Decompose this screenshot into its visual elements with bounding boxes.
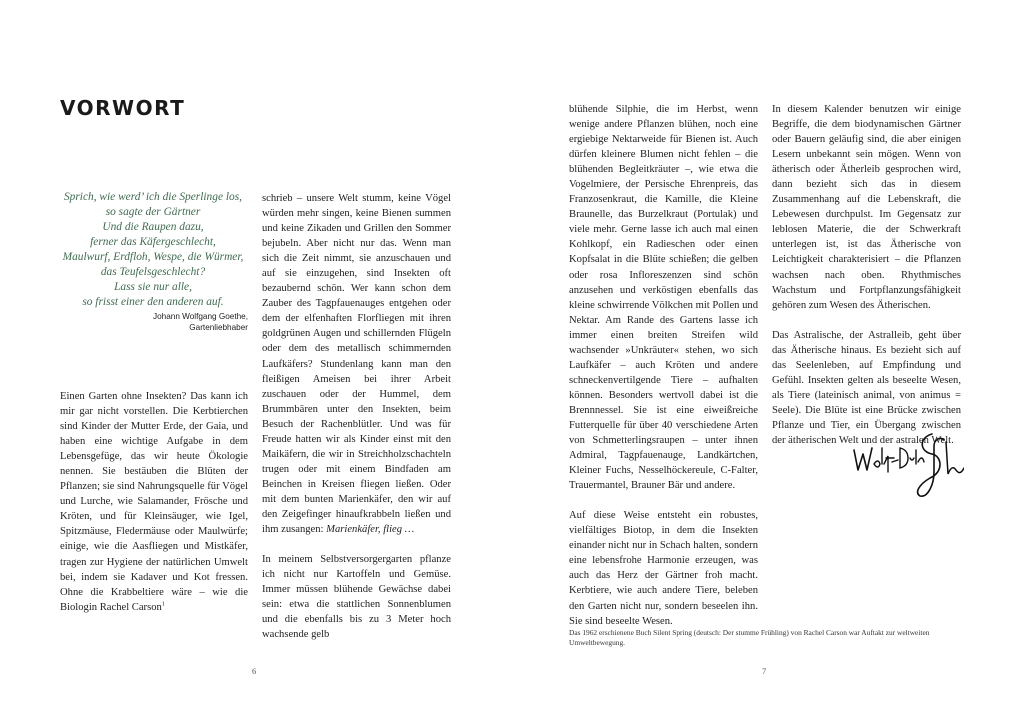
poem-line: das Teufelsgeschlecht? bbox=[100, 266, 206, 278]
footnote: Das 1962 erschienene Buch Silent Spring (deutsch: Der stumme Frühling) von Rachel Carson war Auftakt zur weltweiten Umweltbewegung. bbox=[569, 628, 930, 647]
poem-author-note: Gartenliebhaber bbox=[189, 322, 248, 332]
poem-line: Sprich, wie werd’ ich die Sperlinge los, bbox=[63, 191, 242, 203]
paragraph: Einen Garten ohne Insekten? Das kann ich mir gar nicht vorstellen. Die Kerbtierchen sind Kinder der Mutter Erde, der Gaia, und haben eine wichtige Aufgabe in dem Lebensgefüge, das wir heute Ökologie nennen. Sie bestäuben die Blüten der Pflanzen; sie sind Nahrungsquelle für Vögel und Lurche, wie Salamander, Frösche und Kröten, und für Kleinsäuger, wie Igel, Spitzmäuse, Fledermäuse oder Maulwürfe; einige, wie die Aasfliegen und Mistkäfer, tragen zur Hygiene der natürlichen Umwelt bei, indem sie Kadaver und Kot fressen. Ohne die Krabbeltiere wäre – wie die Biologin Rachel Carson$^1$ bbox=[60, 391, 248, 613]
text-column-1 bbox=[60, 389, 248, 615]
paragraph: In diesem Kalender benutzen wir einige Begriffe, die dem biodynamischen Gärtner oder Bauern geläufig sind, die aber einigen Lesern unbekannt sein mögen. Wenn von ätherisch oder Ätherleib gesprochen wird, dann bezieht sich das in diesem Zusammenhang auf die Lebenskraft, die Lebewesen durchpulst. Im Gegensatz zur leblosen Materie, die der Schwerkraft unterlegen ist, ist das Ätherische von Leichtigkeit charakterisiert – die Pflanzen wachsen nach oben. Rhythmisches Wachstum und Fortpflanzungsfähigkeit gehören zum Wesen des Ätherischen. bbox=[772, 104, 961, 311]
text-column-3 bbox=[569, 102, 758, 629]
poem-author: Johann Wolfgang Goethe, bbox=[153, 312, 248, 321]
poem-line: Lass sie nur alle, bbox=[114, 281, 192, 293]
poem-line: ferner das Käfergeschlecht, bbox=[90, 236, 216, 248]
paragraph: Das Astralische, der Astralleib, geht über das Ätherische hinaus. Es bezieht sich auf das Seelenleben, auf Empfindung und Gefühl. Insekten gelten als beseelte Wesen, als Tiere (lateinisch animal, von animus = Seele). Die Blüte ist eine Brücke zwischen Pflanze und Tier, ein Übergang zwischen der ätherischen Welt und der astralen Welt. bbox=[772, 329, 961, 446]
paragraph: Auf diese Weise entsteht ein robustes, vielfältiges Biotop, in dem die Insekten einander nicht nur in Schach halten, sondern eine lebensfrohe Harmonie erzeugen, was auch das Herz der Gärtner froh macht. Kerbtiere, wie auch andere Tiere, beleben den Garten nicht nur, sondern beseelen ihn. Sie sind beseelte Wesen. bbox=[569, 510, 758, 627]
poem-line: so frisst einer den anderen auf. bbox=[82, 296, 224, 308]
song-quote: Marienkäfer, flieg … bbox=[326, 524, 415, 536]
author-signature bbox=[848, 428, 964, 500]
page-title: VORWORT bbox=[60, 96, 186, 120]
text-column-4 bbox=[772, 102, 961, 448]
footnote-mark: 1 bbox=[161, 601, 165, 608]
goethe-poem bbox=[60, 190, 246, 310]
page-number-left: 6 bbox=[252, 666, 257, 676]
poem-line: Und die Raupen dazu, bbox=[102, 221, 204, 233]
text-column-2 bbox=[262, 191, 451, 642]
paragraph: blühende Silphie, die im Herbst, wenn wenige andere Pflanzen blühen, noch eine ergiebige Nektarweide für Bienen ist. Auch dürfen kleinere Blumen nicht fehlen – die blühenden Begleitkräuter –, wie etwa die Vogelmiere, der Persische Ehrenpreis, das Franzosenkraut, die Kamille, die Kleine Braunelle, das Burzelkraut (Portulak) und viele mehr. Gerne lasse ich auch mal einen Kohlkopf, ein Radieschen oder einen Kopfsalat in die Blüte schießen; die gelben oder rosa Infloreszenzen sind schön anzusehen und verköstigen ebenfalls das kleine schwirrende Völkchen mit Pollen und Nektar. Am Rande des Gartens lasse ich immer einen breiten Streifen wild wachsender »Unkräuter« stehen, wo sich Laufkäfer – auch Kröten und andere schneckenvertilgende Tiere – aufhalten können. Besonders wertvoll dabei ist die Brennnessel. Sie ist eine eiweißreiche Futterquelle für über 40 verschiedene Arten von Schmetterlingsraupen – unter ihnen Admiral, Tagpfauenauge, Landkärtchen, Kleiner Fuchs, Nesselhöckereule, C-Falter, Trauermantel, Brauner Bär und andere. bbox=[569, 104, 758, 492]
poem-attribution bbox=[60, 312, 248, 333]
poem-line: so sagte der Gärtner bbox=[105, 206, 201, 218]
page-number-right: 7 bbox=[762, 666, 767, 676]
paragraph: schrieb – unsere Welt stumm, keine Vögel würden mehr singen, keine Bienen summen und keine Zikaden und Grillen den Sommer bejubeln. Aber nicht nur das. Wenn man sich die Zeit nimmt, sie anzuschauen und auf sie einzugehen, sind Insekten oft bezaubernd schön. Wer kann schon dem Zauber des Tagpfauenauges entgehen oder dem der elfenhaften Florfliegen mit ihren goldgrünen Augen und schillernden Flügeln oder dem des metallisch schimmernden Laufkäfers? Stundenlang kann man den fleißigen Ameisen bei ihrer Arbeit zuschauen oder der Hummel, dem Brummbären unter den Insekten, beim Besuch der Rachenblütler. Und was für Freude hatten wir als Kinder einst mit den Maikäfern, die wir in Streichholzschachteln trugen oder mit einem Bindfaden am Beinchen in Kreisen fliegen ließen. Oder mit dem bunten Marienkäfer, den wir auf den Zeigefinger hinaufkrabbeln ließen und ihm zusangen: Marienkäfer, flieg … bbox=[262, 193, 451, 536]
paragraph: In meinem Selbstversorgergarten pflanze ich nicht nur Kartoffeln und Gemüse. Immer müssen blühende Gewächse dabei sein: etwa die stattlichen Sonnenblumen und die ebenfalls bis zu 3 Meter hoch wachsende gelb bbox=[262, 554, 451, 641]
poem-line: Maulwurf, Erdfloh, Wespe, die Würmer, bbox=[62, 251, 244, 263]
